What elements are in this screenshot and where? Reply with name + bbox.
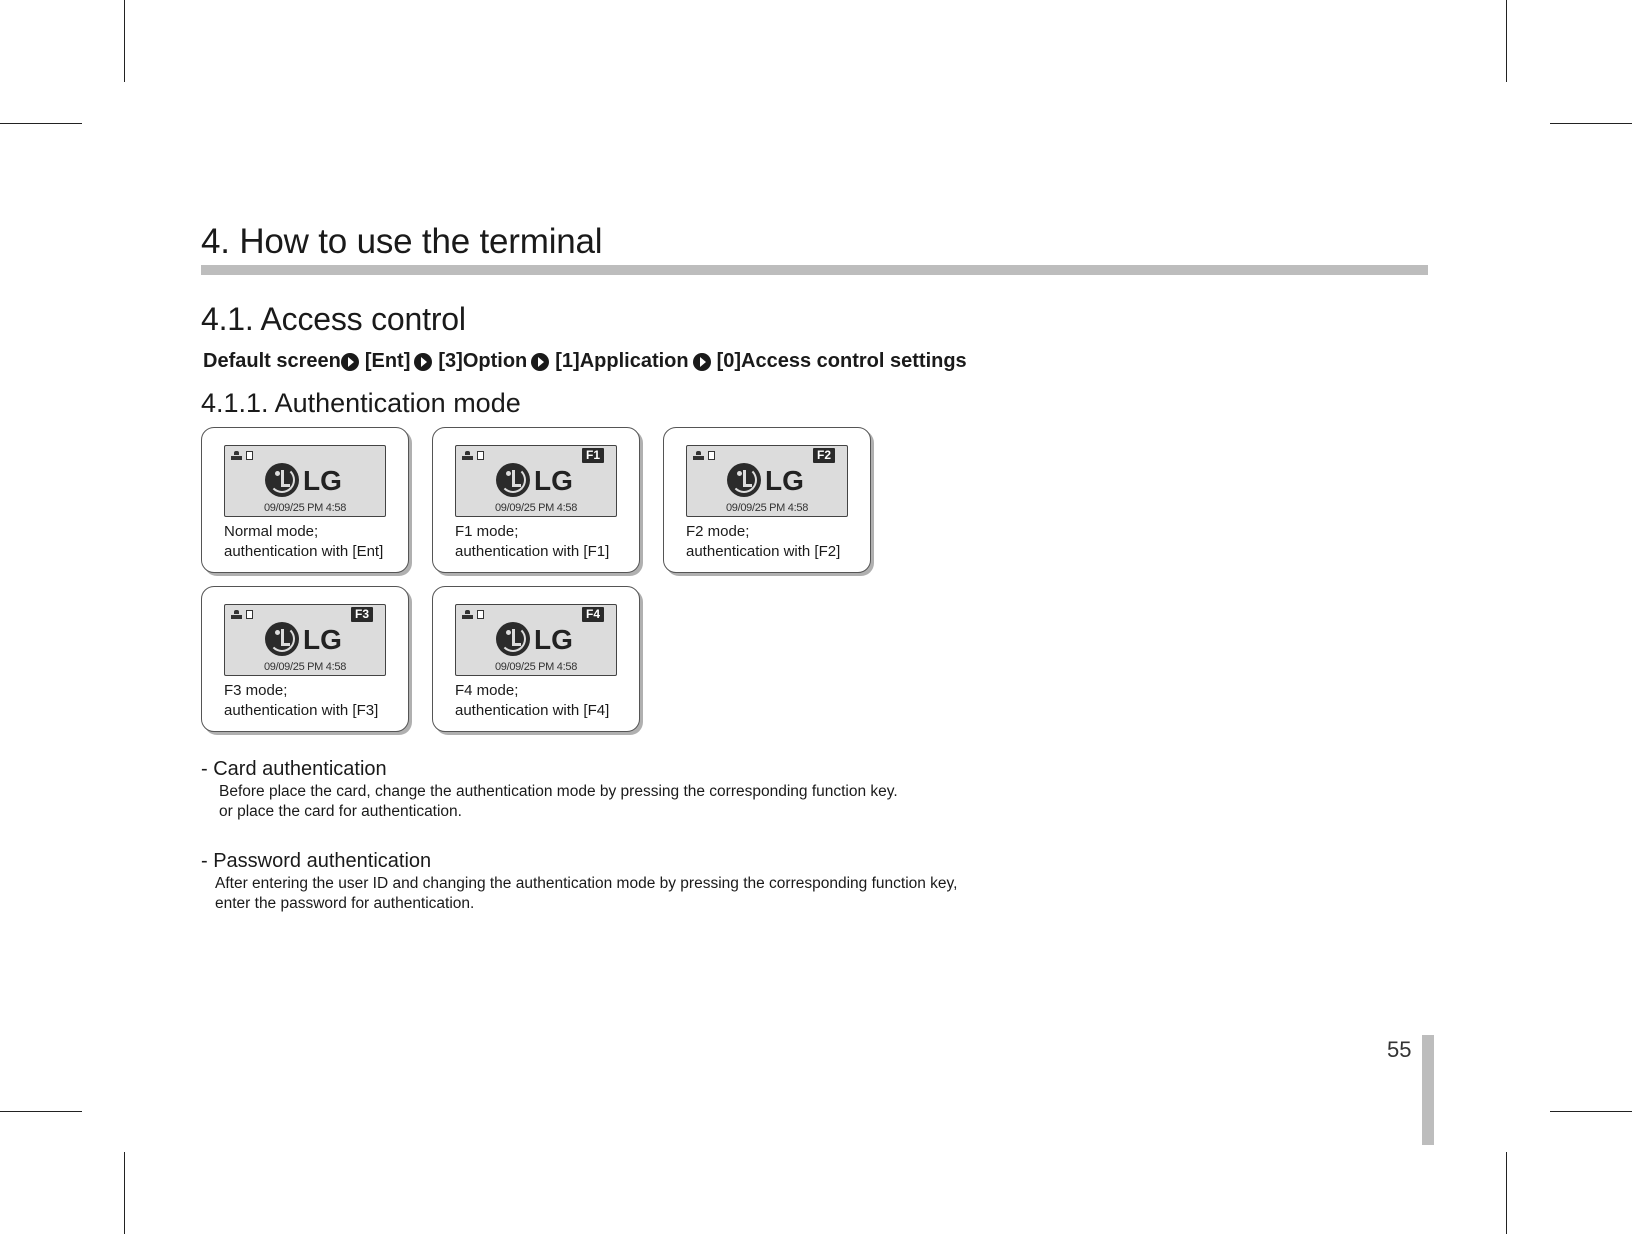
lcd-datetime: 09/09/25 PM 4:58 — [494, 502, 578, 514]
lg-logo — [265, 463, 355, 499]
lcd-datetime: 09/09/25 PM 4:58 — [725, 502, 809, 514]
mode-caption — [224, 681, 378, 721]
lg-logo — [727, 463, 817, 499]
menu-path — [203, 350, 967, 373]
mode-caption-line1: Normal mode; — [224, 523, 319, 540]
function-key-badge: F4 — [582, 607, 604, 622]
mode-card-f3 — [201, 586, 409, 732]
lg-face-icon — [727, 463, 761, 497]
section-title: 4.1. Access control — [201, 301, 466, 337]
mode-card-f2 — [663, 427, 871, 573]
terminal-lcd — [455, 445, 617, 517]
user-icon — [693, 451, 704, 460]
card-icon — [708, 451, 715, 460]
mode-caption-line2: authentication with [F3] — [224, 702, 379, 719]
mode-caption-line1: F4 mode; — [455, 682, 519, 699]
menu-path-step: [3]Option — [438, 350, 528, 372]
user-icon — [462, 610, 473, 619]
subsection-title: 4.1.1. Authentication mode — [201, 388, 521, 418]
terminal-lcd — [686, 445, 848, 517]
mode-card-normal — [201, 427, 409, 573]
card-icon — [246, 451, 253, 460]
lg-face-icon — [496, 463, 530, 497]
function-key-badge: F3 — [351, 607, 373, 622]
mode-caption — [686, 522, 840, 562]
crop-mark — [1506, 0, 1507, 82]
lg-logo-text: LG — [534, 624, 573, 655]
lcd-datetime: 09/09/25 PM 4:58 — [263, 661, 347, 673]
password-auth-heading: - Password authentication — [201, 850, 432, 872]
terminal-lcd — [224, 604, 386, 676]
lg-logo-text: LG — [765, 465, 804, 496]
mode-card-f4 — [432, 586, 640, 732]
user-icon — [462, 451, 473, 460]
card-auth-line2: or place the card for authentication. — [219, 803, 462, 820]
lg-face-icon — [496, 622, 530, 656]
lcd-datetime: 09/09/25 PM 4:58 — [263, 502, 347, 514]
menu-path-step: [Ent] — [364, 350, 411, 372]
mode-caption-line2: authentication with [F2] — [686, 543, 841, 560]
arrow-right-icon — [531, 353, 549, 371]
arrow-right-icon — [414, 353, 432, 371]
crop-mark — [1550, 1111, 1632, 1112]
user-icon — [231, 610, 242, 619]
lg-logo-text: LG — [534, 465, 573, 496]
mode-caption — [224, 522, 383, 562]
page-edge-tab — [1422, 1035, 1434, 1145]
page-number: 55 — [1387, 1037, 1412, 1062]
lg-logo-text: LG — [303, 465, 342, 496]
arrow-right-icon — [693, 353, 711, 371]
menu-path-step: [0]Access control settings — [716, 350, 967, 372]
mode-caption-line2: authentication with [F4] — [455, 702, 610, 719]
crop-mark — [1506, 1152, 1507, 1234]
terminal-lcd — [224, 445, 386, 517]
card-auth-heading: - Card authentication — [201, 758, 387, 780]
lg-logo — [265, 622, 355, 658]
lg-face-icon — [265, 463, 299, 497]
user-icon — [231, 451, 242, 460]
lg-logo — [496, 622, 586, 658]
mode-caption-line2: authentication with [F1] — [455, 543, 610, 560]
mode-caption-line2: authentication with [Ent] — [224, 543, 384, 560]
arrow-right-icon — [341, 353, 359, 371]
menu-path-step: [1]Application — [555, 350, 689, 372]
card-auth-line1: Before place the card, change the authentication mode by pressing the corresponding function key. — [219, 783, 898, 800]
lcd-datetime: 09/09/25 PM 4:58 — [494, 661, 578, 673]
chapter-divider — [201, 265, 1428, 275]
lg-logo — [496, 463, 586, 499]
mode-caption — [455, 522, 609, 562]
chapter-title: 4. How to use the terminal — [201, 222, 603, 261]
mode-caption — [455, 681, 609, 721]
mode-caption-line1: F1 mode; — [455, 523, 519, 540]
password-auth-line1: After entering the user ID and changing the authentication mode by pressing the corresponding function key, — [215, 875, 958, 892]
crop-mark — [124, 0, 125, 82]
function-key-badge: F1 — [582, 448, 604, 463]
terminal-lcd — [455, 604, 617, 676]
crop-mark — [124, 1152, 125, 1234]
function-key-badge: F2 — [813, 448, 835, 463]
mode-card-f1 — [432, 427, 640, 573]
crop-mark — [1550, 123, 1632, 124]
password-auth-line2: enter the password for authentication. — [215, 895, 475, 912]
lg-face-icon — [265, 622, 299, 656]
card-icon — [246, 610, 253, 619]
lg-logo-text: LG — [303, 624, 342, 655]
card-icon — [477, 451, 484, 460]
mode-caption-line1: F3 mode; — [224, 682, 288, 699]
crop-mark — [0, 123, 82, 124]
mode-caption-line1: F2 mode; — [686, 523, 750, 540]
menu-path-step: Default screen — [203, 350, 341, 372]
card-icon — [477, 610, 484, 619]
crop-mark — [0, 1111, 82, 1112]
